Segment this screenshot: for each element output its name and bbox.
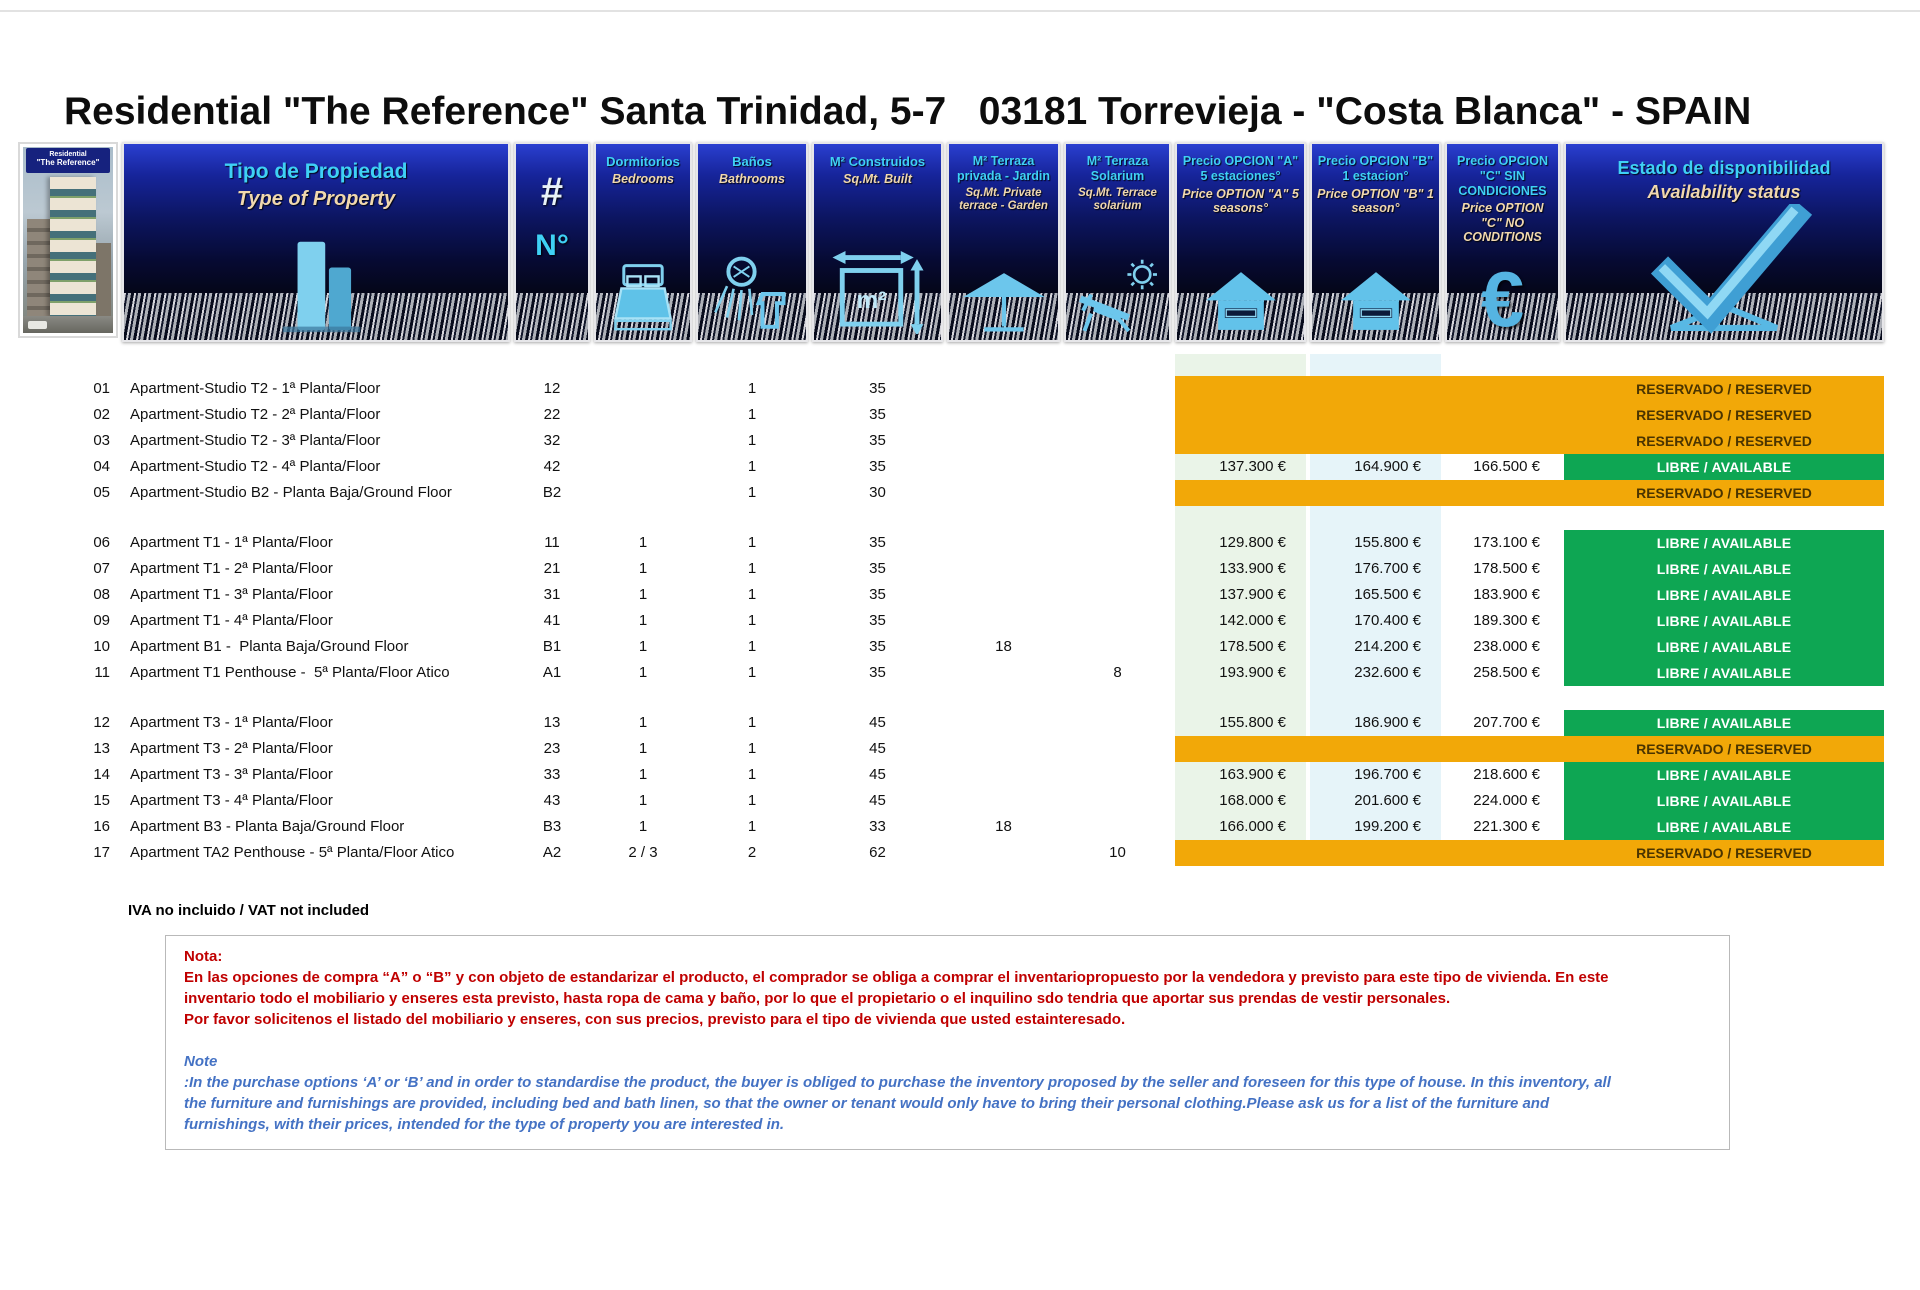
row-number: 09 <box>93 612 110 629</box>
status-badge: RESERVADO / RESERVED <box>1636 407 1812 423</box>
bedrooms-value: 1 <box>638 792 648 809</box>
bathrooms-value: 1 <box>747 664 757 681</box>
bed-icon <box>596 262 690 334</box>
price-option-c: 258.500 € <box>1473 664 1540 681</box>
unit-number: 31 <box>543 586 561 603</box>
property-name: Apartment-Studio T2 - 2ª Planta/Floor <box>130 406 381 423</box>
row-number: 15 <box>93 792 110 809</box>
price-a-column-tint <box>1175 686 1306 710</box>
unit-number: 32 <box>543 432 561 449</box>
status-badge: RESERVADO / RESERVED <box>1636 485 1812 501</box>
bathrooms-value: 1 <box>747 458 757 475</box>
bedrooms-value: 1 <box>638 740 648 757</box>
row-number: 17 <box>93 844 110 861</box>
solarium-sqm-value <box>1064 582 1171 608</box>
table-row <box>18 788 1920 814</box>
check-icon <box>1566 204 1882 334</box>
built-sqm-value: 45 <box>869 740 886 757</box>
bathrooms-value: 1 <box>747 380 757 397</box>
header-label-en: Type of Property <box>236 187 396 210</box>
property-name: Apartment B1 - Planta Baja/Ground Floor <box>130 638 409 655</box>
solarium-sqm-value: 8 <box>1113 664 1122 681</box>
row-number: 02 <box>93 406 110 423</box>
unit-number: 42 <box>543 458 561 475</box>
table-row <box>18 608 1920 634</box>
terrace-sqm-value <box>947 710 1060 736</box>
status-badge: RESERVADO / RESERVED <box>1636 381 1812 397</box>
header-tile-status <box>1564 142 1884 342</box>
property-name: Apartment T1 - 2ª Planta/Floor <box>130 560 333 577</box>
number-label: N° <box>535 229 569 262</box>
header-label-en: Price OPTION "C" NO CONDITIONS <box>1461 201 1544 244</box>
header-label-es: M² Construidos <box>829 154 926 169</box>
header-tile-built <box>812 142 943 342</box>
header-label-en: Price OPTION "B" 1 season° <box>1317 186 1434 215</box>
price-option-b: 165.500 € <box>1310 582 1441 608</box>
header-label-en: Bathrooms <box>719 172 785 187</box>
svg-text:m²: m² <box>856 286 886 314</box>
hash-symbol: # <box>540 170 564 214</box>
area-icon <box>814 246 941 334</box>
bedrooms-value: 1 <box>638 818 648 835</box>
built-sqm-value: 45 <box>869 766 886 783</box>
euro-icon: € <box>1480 254 1525 342</box>
price-option-b: 176.700 € <box>1310 556 1441 582</box>
note-line: the furniture and furnishings are provided, including bed and bath linen, so that the owner or tenant would only have to bring their personal clothing.Please ask us for a list of the furniture and <box>184 1095 1550 1112</box>
vat-note: IVA no incluido / VAT not included <box>128 902 370 919</box>
bathrooms-value: 1 <box>747 714 757 731</box>
property-name: Apartment-Studio T2 - 1ª Planta/Floor <box>130 380 381 397</box>
bedrooms-value: 1 <box>638 638 648 655</box>
built-sqm-value: 35 <box>869 432 886 449</box>
row-number: 08 <box>93 586 110 603</box>
price-option-b: 196.700 € <box>1310 762 1441 788</box>
solarium-sqm-value <box>1064 608 1171 634</box>
built-sqm-value: 35 <box>869 458 886 475</box>
solarium-sqm-value <box>1064 814 1171 840</box>
nota-line: Por favor solicitenos el listado del mobiliario y enseres, con sus precios, previsto para el tipo de vivienda que usted estainteresado. <box>184 1011 1126 1028</box>
surf-decoration <box>516 293 588 340</box>
price-option-c: 218.600 € <box>1473 766 1540 783</box>
terrace-sqm-value <box>947 480 1060 506</box>
header-label-es: M² Terraza Solarium <box>1086 154 1149 183</box>
unit-number: A2 <box>542 844 562 861</box>
row-number: 07 <box>93 560 110 577</box>
unit-number: 11 <box>544 534 560 551</box>
header-label-en: Bedrooms <box>612 172 674 187</box>
price-option-a: 166.000 € <box>1175 814 1306 840</box>
bathrooms-value: 1 <box>747 484 757 501</box>
solarium-sqm-value <box>1064 736 1171 762</box>
note-line: furnishings, with their prices, intended for the type of property you are interested in. <box>184 1116 785 1133</box>
unit-number: 12 <box>543 380 561 397</box>
header-label-en: Sq.Mt. Private terrace - Garden <box>959 186 1048 212</box>
property-name: Apartment T1 - 1ª Planta/Floor <box>130 534 333 551</box>
solarium-sqm-value <box>1064 788 1171 814</box>
bedrooms-value: 1 <box>638 586 648 603</box>
property-name: Apartment T1 - 3ª Planta/Floor <box>130 586 333 603</box>
price-option-b: 201.600 € <box>1310 788 1441 814</box>
unit-number: B2 <box>542 484 562 501</box>
table-row <box>18 556 1920 582</box>
built-sqm-value: 35 <box>869 406 886 423</box>
table-row <box>18 762 1920 788</box>
parked-car <box>28 321 47 329</box>
row-number: 01 <box>93 380 110 397</box>
nota-title: Nota: <box>184 948 223 965</box>
header-tile-bathrooms <box>696 142 808 342</box>
shower-icon <box>698 254 806 334</box>
price-option-a: 178.500 € <box>1175 634 1306 660</box>
row-number: 11 <box>94 664 110 681</box>
status-badge: LIBRE / AVAILABLE <box>1564 556 1884 582</box>
terrace-sqm-value <box>947 402 1060 428</box>
bathrooms-value: 1 <box>747 766 757 783</box>
table-row <box>18 454 1920 480</box>
price-option-c: 173.100 € <box>1473 534 1540 551</box>
bedrooms-value <box>594 428 692 454</box>
terrace-sqm-value <box>947 428 1060 454</box>
header-label-es: Estado de disponibilidad <box>1617 158 1831 178</box>
header-label-en: Price OPTION "A" 5 seasons° <box>1182 186 1299 215</box>
bedrooms-value: 1 <box>638 612 648 629</box>
terrace-sqm-value: 18 <box>995 818 1012 835</box>
built-sqm-value: 35 <box>869 612 886 629</box>
price-b-column-tint <box>1310 686 1441 710</box>
status-badge: LIBRE / AVAILABLE <box>1564 530 1884 556</box>
reserved-band <box>1175 480 1884 506</box>
bedrooms-value: 1 <box>638 560 648 577</box>
solarium-sqm-value <box>1064 762 1171 788</box>
built-sqm-value: 35 <box>869 664 886 681</box>
solarium-sqm-value <box>1064 428 1171 454</box>
bedrooms-value <box>594 480 692 506</box>
building-photo <box>18 142 118 338</box>
header-row <box>18 142 1920 342</box>
table-row <box>18 736 1920 762</box>
house-icon <box>1312 264 1439 334</box>
status-badge: LIBRE / AVAILABLE <box>1564 762 1884 788</box>
bedrooms-value <box>594 454 692 480</box>
nota-line: inventario todo el mobiliario y enseres esta previsto, hasta ropa de cama y baño, por lo que el propietario o el inquilino sdo tendria que aportar sus prendas de vestir personales. <box>184 990 1451 1007</box>
status-badge: LIBRE / AVAILABLE <box>1564 634 1884 660</box>
unit-number: B1 <box>542 638 562 655</box>
solarium-sqm-value <box>1064 634 1171 660</box>
header-label-es: Dormitorios <box>606 154 680 169</box>
units-table <box>18 354 1920 866</box>
table-row <box>18 660 1920 686</box>
price-option-a: 133.900 € <box>1175 556 1306 582</box>
notes-blank-line <box>184 1030 1711 1051</box>
terrace-sqm-value <box>947 788 1060 814</box>
unit-number: 13 <box>543 714 561 731</box>
price-option-a: 137.900 € <box>1175 582 1306 608</box>
solarium-sqm-value <box>1064 454 1171 480</box>
header-tile-terrace <box>947 142 1060 342</box>
price-option-c: 224.000 € <box>1473 792 1540 809</box>
price-option-a: 193.900 € <box>1175 660 1306 686</box>
note-lines <box>184 1072 1711 1135</box>
built-sqm-value: 62 <box>869 844 886 861</box>
header-label-es: Baños <box>732 154 772 169</box>
price-b-column-tint <box>1310 506 1441 530</box>
built-sqm-value: 35 <box>869 586 886 603</box>
price-option-b: 186.900 € <box>1310 710 1441 736</box>
terrace-sqm-value <box>947 762 1060 788</box>
lounger-icon <box>1066 258 1169 334</box>
price-a-column-tint <box>1175 354 1306 376</box>
terrace-sqm-value <box>947 660 1060 686</box>
built-sqm-value: 35 <box>869 380 886 397</box>
price-option-c: 238.000 € <box>1473 638 1540 655</box>
bathrooms-value: 1 <box>747 406 757 423</box>
terrace-sqm-value <box>947 376 1060 402</box>
bathrooms-value: 1 <box>747 432 757 449</box>
house-icon <box>1177 264 1304 334</box>
umbrella-icon <box>949 260 1058 334</box>
property-name: Apartment T1 - 4ª Planta/Floor <box>130 612 333 629</box>
header-label-es: Tipo de Propiedad <box>224 160 408 183</box>
table-row <box>18 376 1920 402</box>
price-option-a: 129.800 € <box>1175 530 1306 556</box>
bedrooms-value: 2 / 3 <box>628 844 658 861</box>
row-number: 05 <box>93 484 110 501</box>
property-name: Apartment T3 - 2ª Planta/Floor <box>130 740 333 757</box>
unit-number: 43 <box>543 792 561 809</box>
table-group-spacer <box>18 354 1920 376</box>
bedrooms-value: 1 <box>638 766 648 783</box>
price-option-a: 168.000 € <box>1175 788 1306 814</box>
built-sqm-value: 35 <box>869 560 886 577</box>
unit-number: 23 <box>543 740 561 757</box>
property-name: Apartment-Studio T2 - 3ª Planta/Floor <box>130 432 381 449</box>
note-line: :In the purchase options ‘A’ or ‘B’ and in order to standardise the product, the buyer is obliged to purchase the inventory proposed by the seller and foreseen for this type of house. In this inventory, all <box>184 1074 1611 1091</box>
property-name: Apartment T3 - 4ª Planta/Floor <box>130 792 333 809</box>
header-tile-priceC <box>1445 142 1560 342</box>
price-option-c: 178.500 € <box>1473 560 1540 577</box>
unit-number: 22 <box>543 406 561 423</box>
price-option-a: 142.000 € <box>1175 608 1306 634</box>
header-label-es: M² Terraza privada - Jardin <box>956 154 1051 183</box>
table-group-spacer <box>18 686 1920 710</box>
solarium-sqm-value <box>1064 530 1171 556</box>
price-option-b: 164.900 € <box>1310 454 1441 480</box>
header-label-en: Availability status <box>1647 182 1801 203</box>
building-photo-image <box>23 147 113 333</box>
header-label-en: Sq.Mt. Built <box>843 172 912 187</box>
status-badge: LIBRE / AVAILABLE <box>1564 608 1884 634</box>
notes-box <box>165 935 1730 1150</box>
built-sqm-value: 45 <box>869 792 886 809</box>
status-badge: RESERVADO / RESERVED <box>1636 741 1812 757</box>
building-photo-banner-line1: Residential <box>49 151 87 158</box>
built-sqm-value: 30 <box>869 484 886 501</box>
row-number: 12 <box>93 714 110 731</box>
table-row <box>18 402 1920 428</box>
price-b-column-tint <box>1310 354 1441 376</box>
neighbor-building-left <box>27 219 51 317</box>
header-tile-type <box>122 142 510 342</box>
table-row <box>18 530 1920 556</box>
price-a-column-tint <box>1175 506 1306 530</box>
status-badge: LIBRE / AVAILABLE <box>1564 582 1884 608</box>
bedrooms-value: 1 <box>638 534 648 551</box>
header-tile-priceB <box>1310 142 1441 342</box>
price-option-c: 207.700 € <box>1473 714 1540 731</box>
property-name: Apartment T3 - 1ª Planta/Floor <box>130 714 333 731</box>
table-row <box>18 814 1920 840</box>
unit-number: 21 <box>543 560 561 577</box>
bedrooms-value: 1 <box>638 664 648 681</box>
price-option-c: 166.500 € <box>1473 458 1540 475</box>
header-tile-solarium <box>1064 142 1171 342</box>
unit-number: 41 <box>543 612 561 629</box>
building-photo-banner <box>26 148 110 173</box>
row-number: 03 <box>93 432 110 449</box>
bathrooms-value: 2 <box>747 844 757 861</box>
terrace-sqm-value <box>947 454 1060 480</box>
note-title: Note <box>184 1053 218 1070</box>
solarium-sqm-value: 10 <box>1109 844 1126 861</box>
table-row <box>18 710 1920 736</box>
status-badge: LIBRE / AVAILABLE <box>1564 710 1884 736</box>
buildings-icon <box>124 238 508 334</box>
nota-lines <box>184 967 1711 1030</box>
header-label-en: Sq.Mt. Terrace solarium <box>1078 186 1157 212</box>
price-option-a: 155.800 € <box>1175 710 1306 736</box>
row-number: 14 <box>93 766 110 783</box>
unit-number: A1 <box>542 664 562 681</box>
bathrooms-value: 1 <box>747 638 757 655</box>
terrace-sqm-value <box>947 736 1060 762</box>
row-number: 10 <box>93 638 110 655</box>
table-group-spacer <box>18 506 1920 530</box>
terrace-sqm-value <box>947 840 1060 866</box>
header-label-es: Precio OPCION "B" 1 estacion° <box>1317 154 1434 183</box>
terrace-sqm-value <box>947 530 1060 556</box>
bedrooms-value: 1 <box>638 714 648 731</box>
header-tile-priceA <box>1175 142 1306 342</box>
page <box>0 10 1920 1290</box>
property-name: Apartment T1 Penthouse - 5ª Planta/Floor Atico <box>130 664 450 681</box>
solarium-sqm-value <box>1064 710 1171 736</box>
price-option-b: 170.400 € <box>1310 608 1441 634</box>
table-row <box>18 428 1920 454</box>
property-name: Apartment T3 - 3ª Planta/Floor <box>130 766 333 783</box>
status-badge: LIBRE / AVAILABLE <box>1564 454 1884 480</box>
page-title: Residential "The Reference" Santa Trinidad, 5-7 03181 Torrevieja - "Costa Blanca" - SPAIN <box>64 90 1752 133</box>
price-option-b: 232.600 € <box>1310 660 1441 686</box>
price-option-c: 189.300 € <box>1473 612 1540 629</box>
price-option-c: 221.300 € <box>1473 818 1540 835</box>
unit-number: B3 <box>542 818 562 835</box>
status-badge: RESERVADO / RESERVED <box>1636 433 1812 449</box>
header-label-es: Precio OPCION "A" 5 estaciones° <box>1182 154 1299 183</box>
reserved-band <box>1175 428 1884 454</box>
reserved-band <box>1175 736 1884 762</box>
property-name: Apartment-Studio B2 - Planta Baja/Ground Floor <box>130 484 452 501</box>
price-option-a: 163.900 € <box>1175 762 1306 788</box>
table-row <box>18 634 1920 660</box>
nota-line: En las opciones de compra “A” o “B” y con objeto de estandarizar el producto, el comprador se obliga a comprar el inventariopropuesto por la vendedora y previsto para este tipo de vivienda. En este <box>184 969 1609 986</box>
solarium-sqm-value <box>1064 480 1171 506</box>
property-name: Apartment B3 - Planta Baja/Ground Floor <box>130 818 405 835</box>
terrace-sqm-value: 18 <box>995 638 1012 655</box>
top-divider <box>0 10 1920 12</box>
price-option-b: 199.200 € <box>1310 814 1441 840</box>
reserved-band <box>1175 840 1884 866</box>
price-option-c: 183.900 € <box>1473 586 1540 603</box>
building-photo-banner-line2: "The Reference" <box>36 158 100 167</box>
header-tile-number <box>514 142 590 342</box>
status-badge: LIBRE / AVAILABLE <box>1564 814 1884 840</box>
terrace-sqm-value <box>947 608 1060 634</box>
status-badge: LIBRE / AVAILABLE <box>1564 660 1884 686</box>
price-option-b: 214.200 € <box>1310 634 1441 660</box>
bathrooms-value: 1 <box>747 792 757 809</box>
table-row <box>18 582 1920 608</box>
bathrooms-value: 1 <box>747 612 757 629</box>
header-label-es: Precio OPCION "C" SIN CONDICIONES <box>1457 154 1548 198</box>
price-option-b: 155.800 € <box>1310 530 1441 556</box>
bathrooms-value: 1 <box>747 740 757 757</box>
table-row <box>18 480 1920 506</box>
table-row <box>18 840 1920 866</box>
terrace-sqm-value <box>947 582 1060 608</box>
bedrooms-value <box>594 376 692 402</box>
built-sqm-value: 45 <box>869 714 886 731</box>
built-sqm-value: 35 <box>869 638 886 655</box>
bathrooms-value: 1 <box>747 586 757 603</box>
solarium-sqm-value <box>1064 556 1171 582</box>
reserved-band <box>1175 376 1884 402</box>
row-number: 16 <box>93 818 110 835</box>
property-name: Apartment TA2 Penthouse - 5ª Planta/Floor Atico <box>130 844 455 861</box>
built-sqm-value: 33 <box>869 818 886 835</box>
main-building <box>50 177 96 317</box>
row-number: 13 <box>93 740 110 757</box>
solarium-sqm-value <box>1064 402 1171 428</box>
solarium-sqm-value <box>1064 376 1171 402</box>
property-name: Apartment-Studio T2 - 4ª Planta/Floor <box>130 458 381 475</box>
status-badge: RESERVADO / RESERVED <box>1636 845 1812 861</box>
price-option-a: 137.300 € <box>1175 454 1306 480</box>
terrace-sqm-value <box>947 556 1060 582</box>
row-number: 04 <box>93 458 110 475</box>
status-badge: LIBRE / AVAILABLE <box>1564 788 1884 814</box>
row-number: 06 <box>93 534 110 551</box>
bathrooms-value: 1 <box>747 818 757 835</box>
unit-number: 33 <box>543 766 561 783</box>
bathrooms-value: 1 <box>747 560 757 577</box>
bathrooms-value: 1 <box>747 534 757 551</box>
bedrooms-value <box>594 402 692 428</box>
built-sqm-value: 35 <box>869 534 886 551</box>
reserved-band <box>1175 402 1884 428</box>
header-tile-bedrooms <box>594 142 692 342</box>
